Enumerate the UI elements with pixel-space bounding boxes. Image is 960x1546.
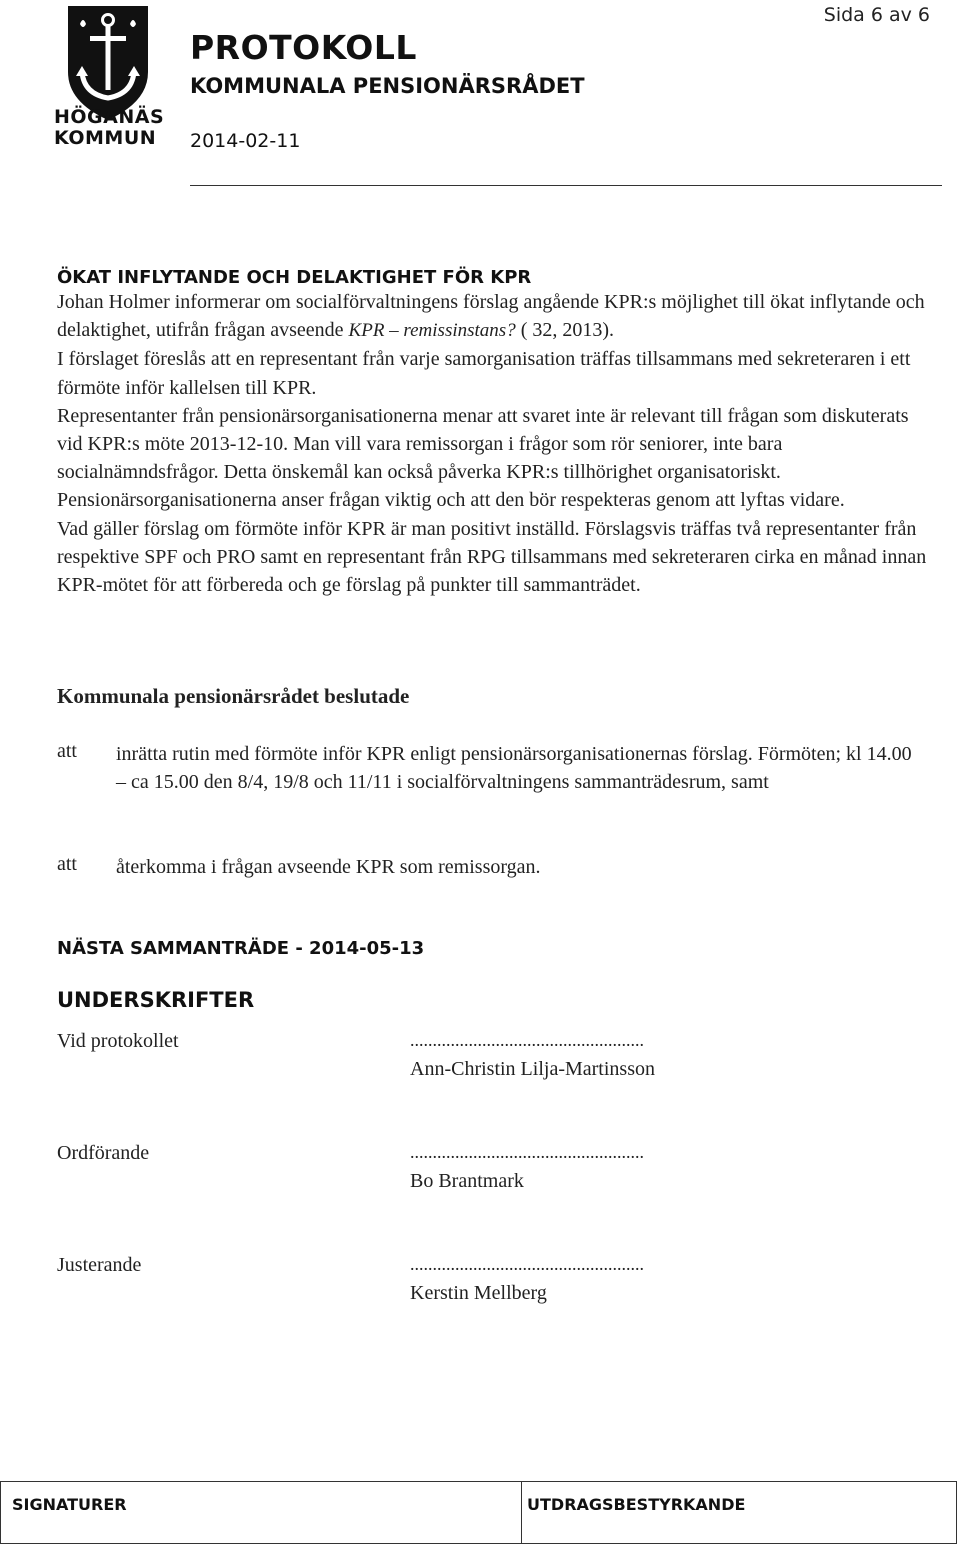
paragraph-1	[57, 288, 937, 345]
footer-certification-label: UTDRAGSBESTYRKANDE	[527, 1495, 746, 1514]
decision-heading: Kommunala pensionärsrådet beslutade	[57, 684, 410, 708]
document-subtitle: KOMMUNALA PENSIONÄRSRÅDET	[190, 74, 585, 98]
decision-item-text: återkomma i frågan avseende KPR som remissorgan.	[116, 856, 541, 878]
next-meeting: NÄSTA SAMMANTRÄDE - 2014-05-13	[57, 938, 425, 959]
hoganas-kommun-logo	[52, 2, 164, 150]
paragraph-1-reference: KPR – remissinstans?	[348, 320, 516, 342]
signature-name: Bo Brantmark	[410, 1170, 524, 1192]
document-title: PROTOKOLL	[190, 28, 417, 67]
paragraph-2: I förslaget föreslås att en representant från varje samorganisation träffas tillsammans med sekreteraren i ett förmöte inför kallelsen till KPR.	[57, 348, 911, 399]
header-divider	[190, 185, 942, 186]
page-number: Sida 6 av 6	[823, 4, 930, 26]
footer-box	[0, 1481, 957, 1544]
decision-keyword: att	[57, 853, 77, 875]
decision-item-text: inrätta rutin med förmöte inför KPR enligt pensionärsorganisationernas förslag. Förmöten; kl 14.00 – ca 15.00 den 8/4, 19/8 och 11/11 i socialförvaltningens sammanträdesrum, samt	[116, 743, 912, 794]
paragraph-1-text: Johan Holmer informerar om socialförvaltningens förslag angående KPR:s möjlighet till ökat inflytande och delaktighet, utifrån frågan avseende	[57, 291, 925, 342]
signature-name: Ann-Christin Lilja-Martinsson	[410, 1058, 655, 1080]
paragraph-3: Representanter från pensionärsorganisationerna menar att svaret inte är relevant till frågan som diskuterats vid KPR:s möte 2013-12-10. Man vill vara remissorgan i frågor som rör seniorer, inte bara socialnämndsfrågor. Detta önskemål kan också påverka KPR:s tillhörighet organisatoriskt. Pensionärsorganisationerna anser frågan viktig och att den bör respekteras genom att lyftas vidare.	[57, 404, 909, 512]
signature-role: Vid protokollet	[57, 1030, 179, 1052]
signature-line: ....................................................	[410, 1142, 644, 1162]
signature-role: Justerande	[57, 1254, 142, 1276]
signature-line: ....................................................	[410, 1030, 644, 1050]
logo-text-line2: KOMMUN	[54, 127, 157, 149]
footer-signatures-label: SIGNATURER	[12, 1495, 127, 1514]
decision-keyword: att	[57, 740, 77, 762]
signature-line: ....................................................	[410, 1254, 644, 1274]
section-heading: ÖKAT INFLYTANDE OCH DELAKTIGHET FÖR KPR	[57, 267, 532, 288]
paragraph-4: Vad gäller förslag om förmöte inför KPR är man positivt inställd. Förslagsvis träffas två representanter från respektive SPF och PRO samt en representant från RPG tillsammans med sekreteraren cirka en månad innan KPR-mötet för att förbereda och ge förslag på punkter till sammanträdet.	[57, 517, 927, 597]
signatures-heading: UNDERSKRIFTER	[57, 988, 255, 1012]
section-body	[57, 288, 937, 599]
signature-role: Ordförande	[57, 1142, 150, 1164]
paragraph-1-citation: ( 32, 2013).	[515, 319, 615, 342]
footer-divider	[521, 1481, 522, 1544]
signature-name: Kerstin Mellberg	[410, 1282, 547, 1304]
meeting-date: 2014-02-11	[190, 130, 301, 152]
logo-text-line1: HÖGANÄS	[54, 106, 165, 128]
